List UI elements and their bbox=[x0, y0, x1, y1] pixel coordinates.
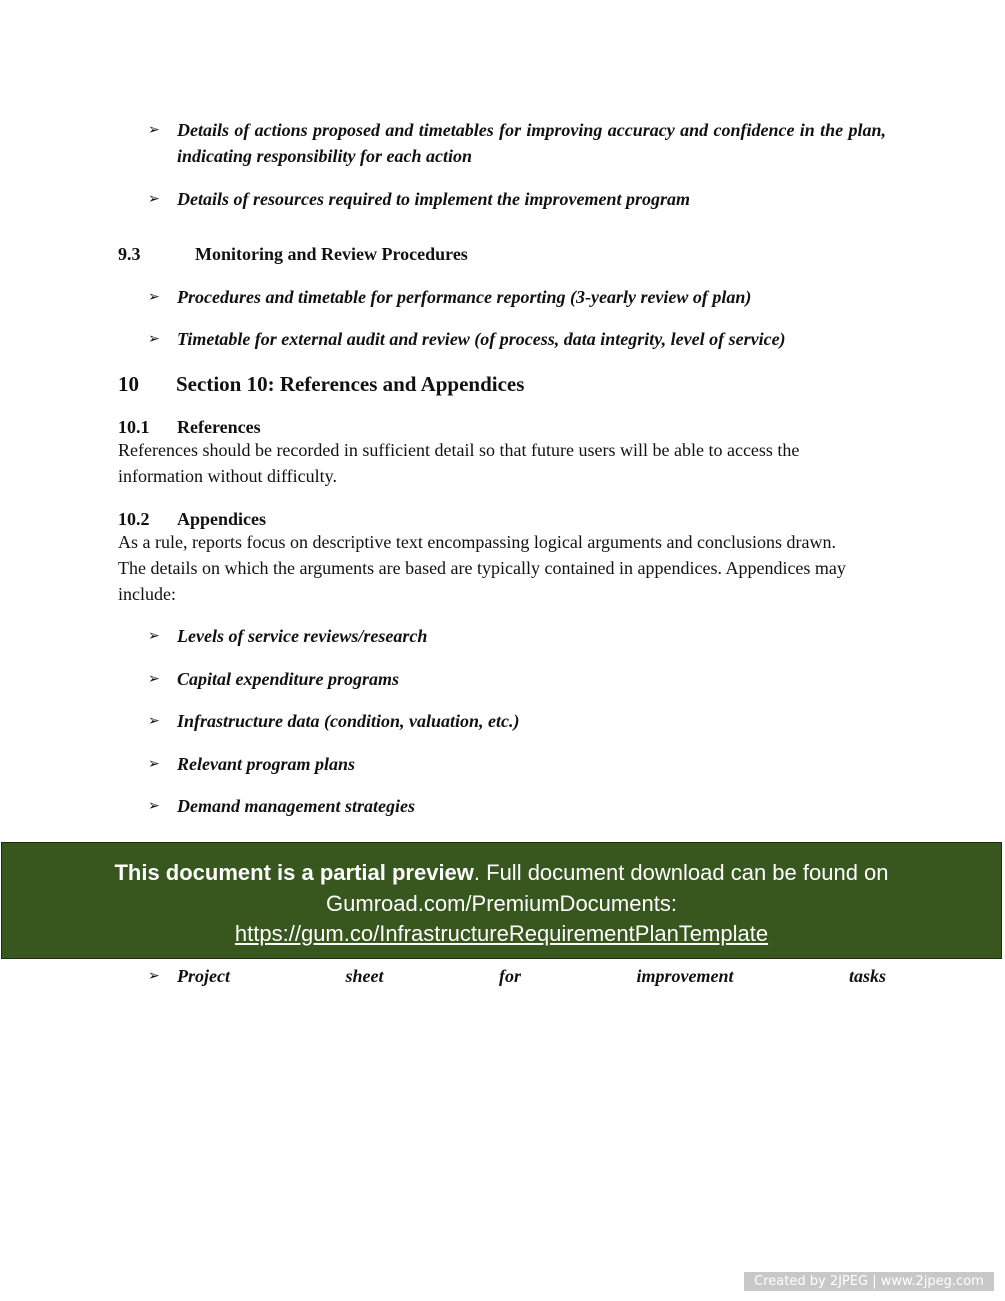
section-heading: 10 Section 10: References and Appendices bbox=[118, 372, 525, 396]
arrow-bullet-icon: ➢ bbox=[148, 713, 160, 729]
arrow-bullet-icon: ➢ bbox=[148, 756, 160, 772]
preview-banner: This document is a partial preview. Full document download can be found on Gumroad.com/PremiumDocuments: https://gum.co/InfrastructureRequirementPlanTemplate bbox=[1, 842, 1002, 959]
arrow-bullet-icon: ➢ bbox=[148, 798, 160, 814]
subsection-heading: 10.2 Appendices bbox=[118, 509, 267, 529]
list-item: ➢ Levels of service reviews/research bbox=[148, 623, 886, 649]
arrow-bullet-icon: ➢ bbox=[148, 671, 160, 687]
paragraph: As a rule, reports focus on descriptive text encompassing logical arguments and conclusions drawn. The details on which the arguments are based are typically contained in appendices. Appendices may include: bbox=[118, 532, 846, 604]
subsection-heading: 10.1 References bbox=[118, 417, 261, 437]
watermark: Created by 2JPEG | www.2jpeg.com bbox=[744, 1272, 994, 1291]
arrow-bullet-icon: ➢ bbox=[148, 968, 160, 984]
list-item: ➢ Infrastructure data (condition, valuation, etc.) bbox=[148, 708, 886, 734]
list-item: ➢ Procedures and timetable for performance reporting (3-yearly review of plan) bbox=[148, 284, 886, 310]
list-item: ➢ Timetable for external audit and review (of process, data integrity, level of service) bbox=[148, 326, 886, 352]
list-item: ➢ Details of actions proposed and timetables for improving accuracy and confidence in the plan, indicating responsibility for each action bbox=[148, 117, 886, 169]
arrow-bullet-icon: ➢ bbox=[148, 628, 160, 644]
paragraph: References should be recorded in sufficient detail so that future users will be able to access the information without difficulty. bbox=[118, 440, 800, 486]
arrow-bullet-icon: ➢ bbox=[148, 331, 160, 347]
list-item: ➢ Capital expenditure programs bbox=[148, 666, 886, 692]
list-item: ➢ Details of resources required to implement the improvement program bbox=[148, 186, 886, 212]
arrow-bullet-icon: ➢ bbox=[148, 191, 160, 207]
list-item: ➢ Project sheet for improvement tasks bbox=[148, 963, 886, 989]
download-link[interactable]: https://gum.co/InfrastructureRequirementPlanTemplate bbox=[234, 921, 769, 946]
arrow-bullet-icon: ➢ bbox=[148, 289, 160, 305]
arrow-bullet-icon: ➢ bbox=[148, 122, 160, 138]
list-item: ➢ Relevant program plans bbox=[148, 751, 886, 777]
section-heading: 9.3 Monitoring and Review Procedures bbox=[118, 244, 468, 264]
list-item: ➢ Demand management strategies bbox=[148, 793, 886, 819]
